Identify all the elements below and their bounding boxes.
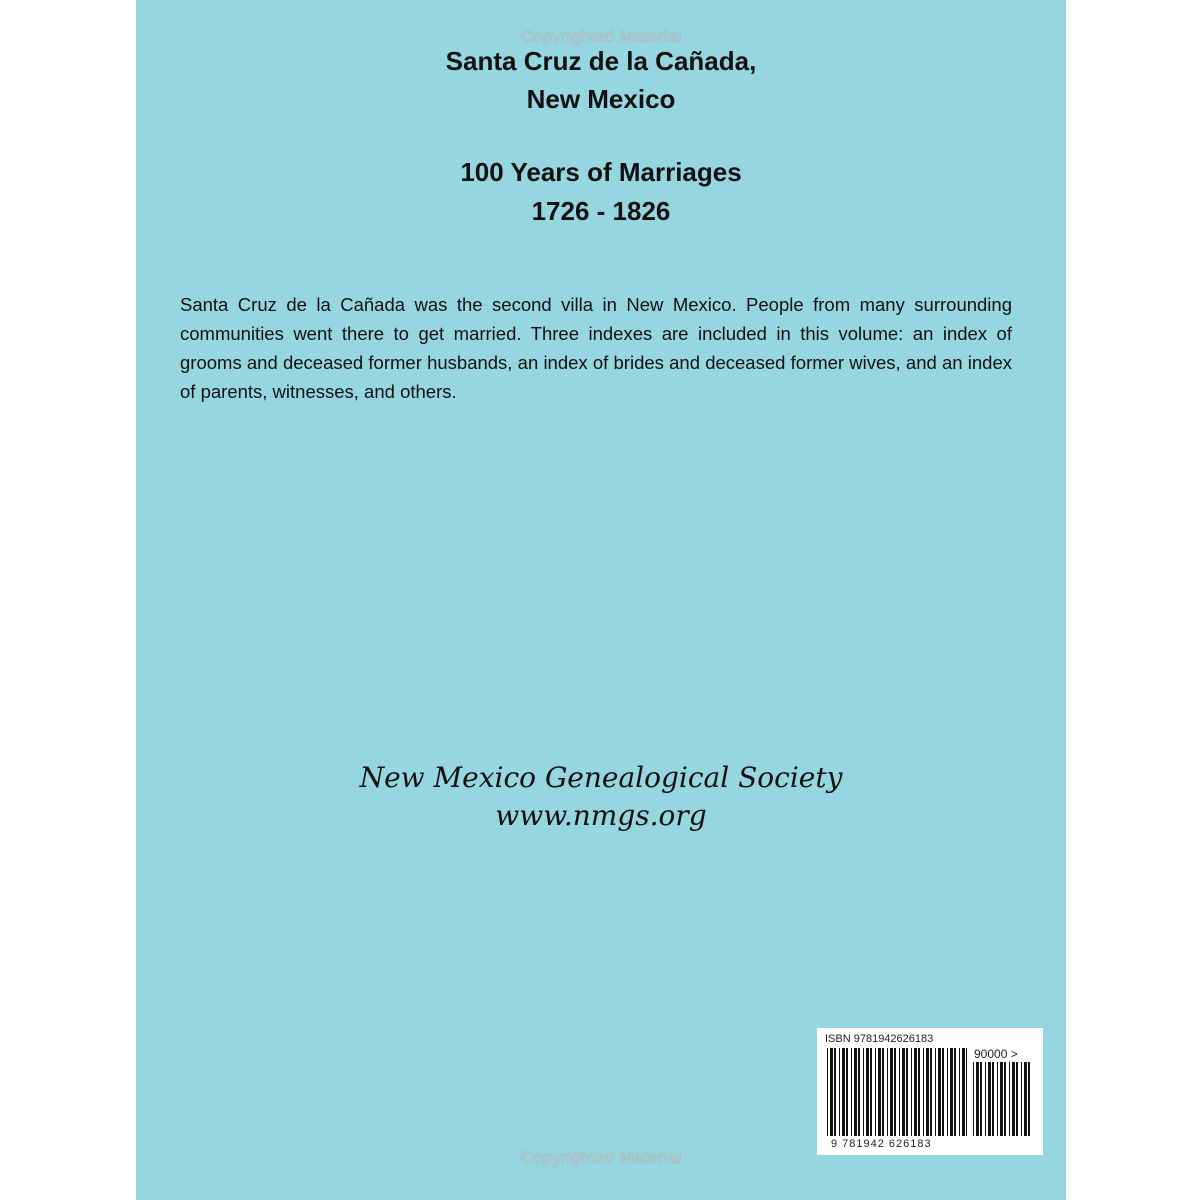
- barcode-bar: [1028, 1062, 1030, 1136]
- barcode-bar: [858, 1048, 860, 1136]
- barcode-bar: [954, 1048, 956, 1136]
- barcode-bar: [930, 1048, 932, 1136]
- barcode-bar: [854, 1048, 857, 1136]
- barcode-bar: [902, 1048, 905, 1136]
- barcode-bar: [899, 1048, 900, 1136]
- barcode-bar: [966, 1048, 967, 1136]
- barcode-bar: [1012, 1062, 1015, 1136]
- barcode-bar: [846, 1048, 848, 1136]
- barcode-bar: [923, 1048, 924, 1136]
- isbn-label: ISBN 9781942626183: [825, 1033, 934, 1045]
- barcode-bar: [911, 1048, 912, 1136]
- subtitle-date-range: 1726 - 1826: [531, 196, 671, 226]
- barcode-bar: [938, 1048, 941, 1136]
- barcode-bar: [926, 1048, 929, 1136]
- barcode-bar: [890, 1048, 893, 1136]
- barcode-bar: [878, 1048, 881, 1136]
- barcode-bar: [985, 1062, 986, 1136]
- barcode-bar: [851, 1048, 852, 1136]
- barcode-bar: [906, 1048, 908, 1136]
- barcode-bar: [1004, 1062, 1006, 1136]
- barcode-bar: [959, 1048, 960, 1136]
- barcode-bar: [914, 1048, 917, 1136]
- barcode-bar: [870, 1048, 872, 1136]
- barcode-bar: [863, 1048, 864, 1136]
- price-code: 90000 >: [974, 1047, 1018, 1061]
- barcode-bar: [976, 1062, 979, 1136]
- barcode-bar: [973, 1062, 974, 1136]
- barcode-bar: [887, 1048, 888, 1136]
- barcode-bar: [962, 1048, 965, 1136]
- book-back-cover: [136, 0, 1066, 1200]
- barcode-bar: [950, 1048, 953, 1136]
- isbn-barcode: [817, 1028, 1043, 1155]
- barcode-bar: [866, 1048, 869, 1136]
- barcode-bar: [942, 1048, 944, 1136]
- barcode-bar: [997, 1062, 998, 1136]
- barcode-bar: [1009, 1062, 1010, 1136]
- barcode-bar: [935, 1048, 936, 1136]
- book-description: Santa Cruz de la Cañada was the second villa in New Mexico. People from many surrounding communities went there to get married. Three indexes are included in this volume: an index of grooms and deceased former husbands, an index of brides and deceased former wives, and an index of parents, witnesses, and others.: [180, 294, 1012, 402]
- barcode-bar: [834, 1048, 836, 1136]
- barcode-bar: [1016, 1062, 1018, 1136]
- barcode-bar: [988, 1062, 991, 1136]
- barcode-bar: [839, 1048, 840, 1136]
- barcode-bar: [1024, 1062, 1027, 1136]
- barcode-bar: [827, 1048, 828, 1136]
- barcode-bar: [1000, 1062, 1003, 1136]
- barcode-bar: [1021, 1062, 1022, 1136]
- copyright-watermark-top: Copyrighted Material: [520, 27, 682, 46]
- barcode-bar: [842, 1048, 845, 1136]
- barcode-bar: [980, 1062, 982, 1136]
- barcode-bar: [875, 1048, 876, 1136]
- publisher-url: www.nmgs.org: [495, 799, 707, 832]
- subtitle-line-1: 100 Years of Marriages: [460, 157, 742, 187]
- title-line-2: New Mexico: [526, 84, 676, 114]
- barcode-bar: [882, 1048, 884, 1136]
- title-line-1: Santa Cruz de la Cañada,: [445, 46, 757, 76]
- barcode-bar: [992, 1062, 994, 1136]
- barcode-bar: [830, 1048, 833, 1136]
- barcode-bar: [894, 1048, 896, 1136]
- barcode-bar: [918, 1048, 920, 1136]
- copyright-watermark-bottom: Copyrighted Material: [520, 1148, 682, 1167]
- barcode-bar: [947, 1048, 948, 1136]
- publisher-name: New Mexico Genealogical Society: [359, 761, 843, 794]
- barcode-digits: 9 781942 626183: [831, 1138, 932, 1150]
